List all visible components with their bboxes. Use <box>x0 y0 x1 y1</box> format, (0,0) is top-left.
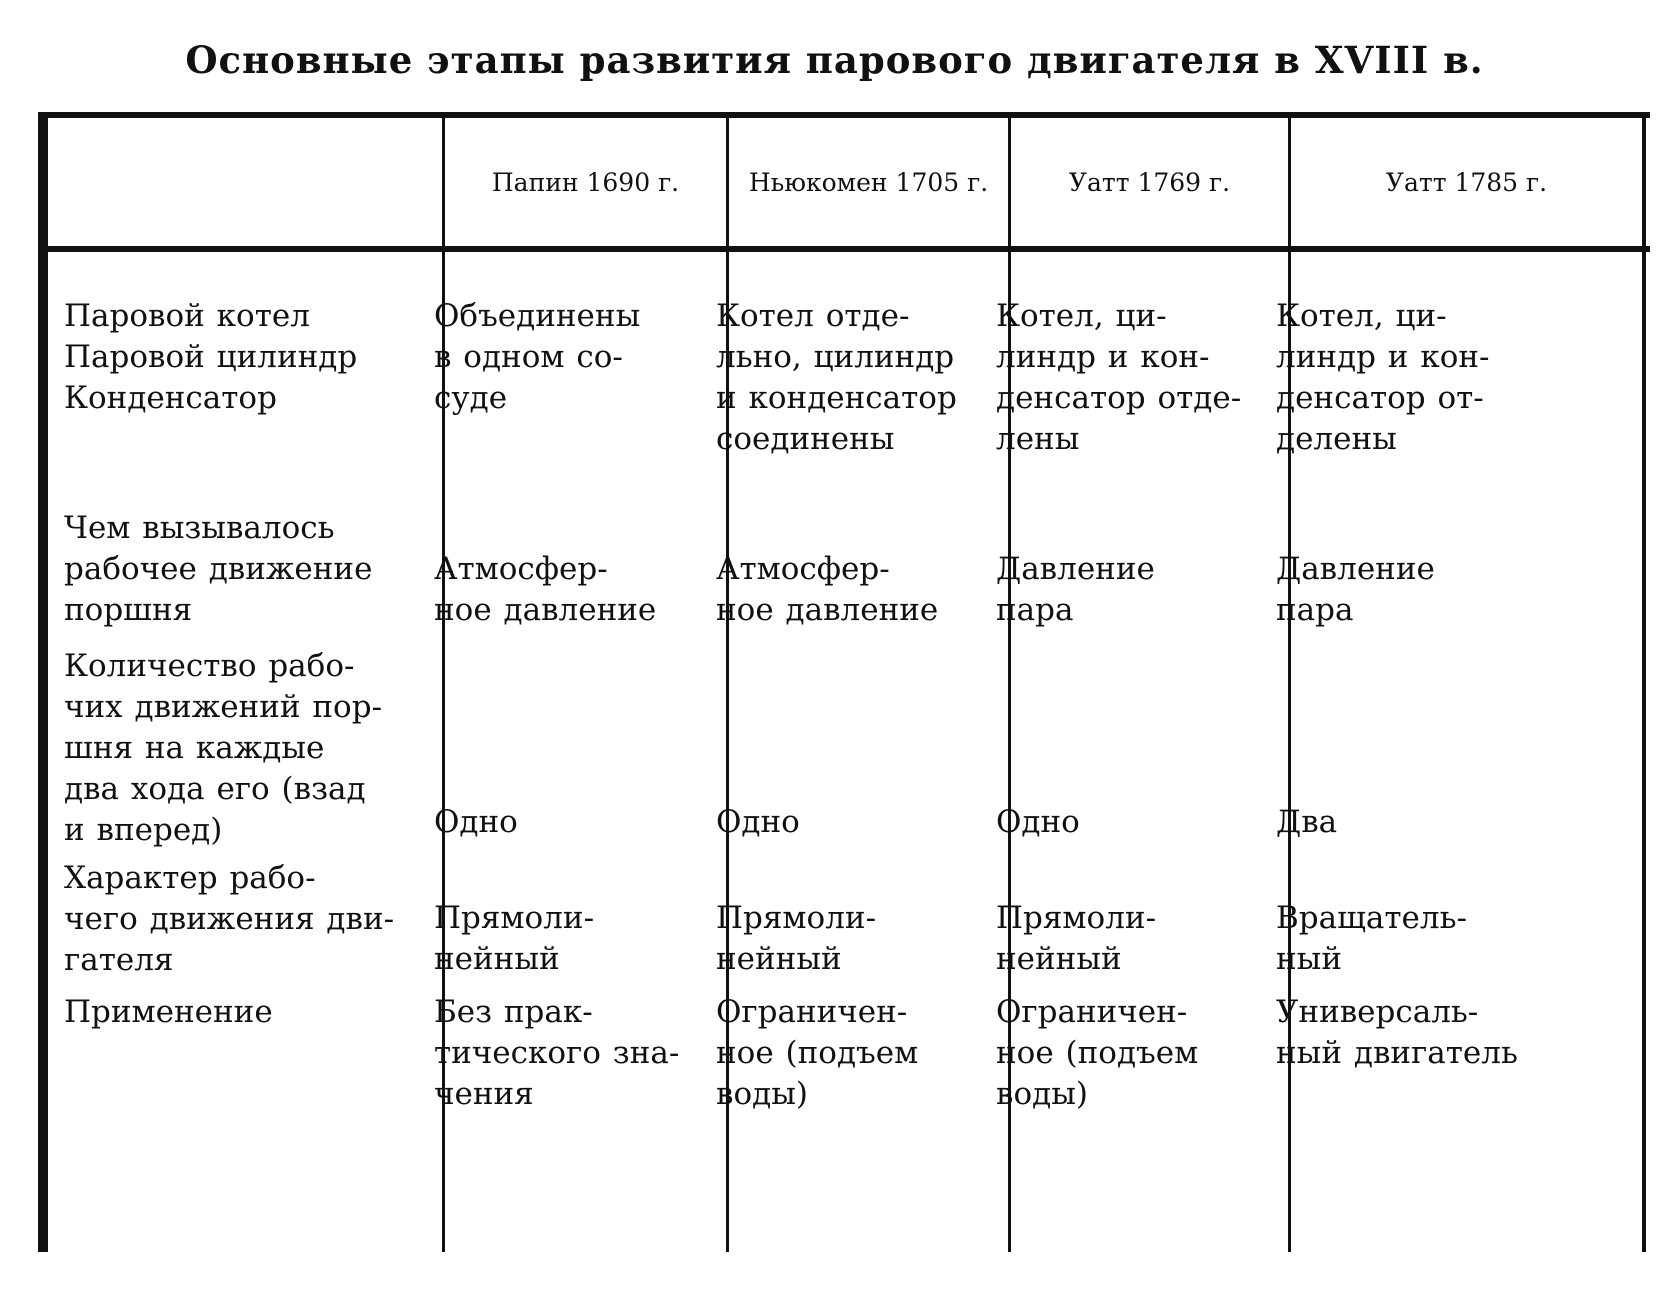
table-cell: Давление пара <box>1276 551 1435 628</box>
table-cell: Одно <box>434 804 518 840</box>
column-header-newcomen: Ньюкомен 1705 г. <box>748 167 989 197</box>
table-cell: Котел, ци- линдр и кон- денсатор от- делены <box>1276 298 1490 457</box>
row-label-working-stroke-cause: Чем вызывалось рабочее движение поршня <box>64 510 373 628</box>
table-cell: Ограничен- ное (подъем воды) <box>996 994 1199 1112</box>
page-title: Основные этапы развития парового двигателя в XVIII в. <box>185 38 1484 82</box>
table-cell: Два <box>1276 804 1338 840</box>
table-cell: Прямоли- нейный <box>716 900 877 977</box>
row-label-application: Применение <box>64 994 273 1030</box>
row-label-components: Паровой котел Паровой цилиндр Конденсатор <box>64 298 358 416</box>
table-left-rule <box>38 112 48 1252</box>
column-header-watt-1785: Уатт 1785 г. <box>1385 167 1548 197</box>
table-right-rule <box>1642 118 1646 1252</box>
row-label-working-strokes-count: Количество рабо- чих движений пор- шня на каждые два хода его (взад и вперед) <box>64 648 383 848</box>
table-cell: Без прак- тического зна- чения <box>434 994 680 1112</box>
table-cell: Давление пара <box>996 551 1155 628</box>
table-cell: Одно <box>996 804 1080 840</box>
header-corner-cell <box>48 118 442 246</box>
table-cell: Атмосфер- ное давление <box>716 551 939 628</box>
table-cell: Объединены в одном со- суде <box>434 298 641 416</box>
column-header-papin: Папин 1690 г. <box>491 167 680 197</box>
table-cell: Котел, ци- линдр и кон- денсатор отде- лены <box>996 298 1242 457</box>
header-separator-rule <box>38 246 1650 252</box>
table-cell: Универсаль- ный двигатель <box>1276 994 1518 1071</box>
column-divider <box>1288 118 1291 1252</box>
column-header-watt-1769: Уатт 1769 г. <box>1068 167 1231 197</box>
table-cell: Атмосфер- ное давление <box>434 551 657 628</box>
table-cell: Вращатель- ный <box>1276 900 1467 977</box>
table-cell: Ограничен- ное (подъем воды) <box>716 994 919 1112</box>
table-cell: Прямоли- нейный <box>996 900 1157 977</box>
table-cell: Одно <box>716 804 800 840</box>
table-cell: Котел отде- льно, цилиндр и конденсатор соединены <box>716 298 957 457</box>
steam-engine-table <box>38 112 1650 1252</box>
table-cell: Прямоли- нейный <box>434 900 595 977</box>
row-label-motion-type: Характер рабо- чего движения дви- гателя <box>64 860 395 978</box>
